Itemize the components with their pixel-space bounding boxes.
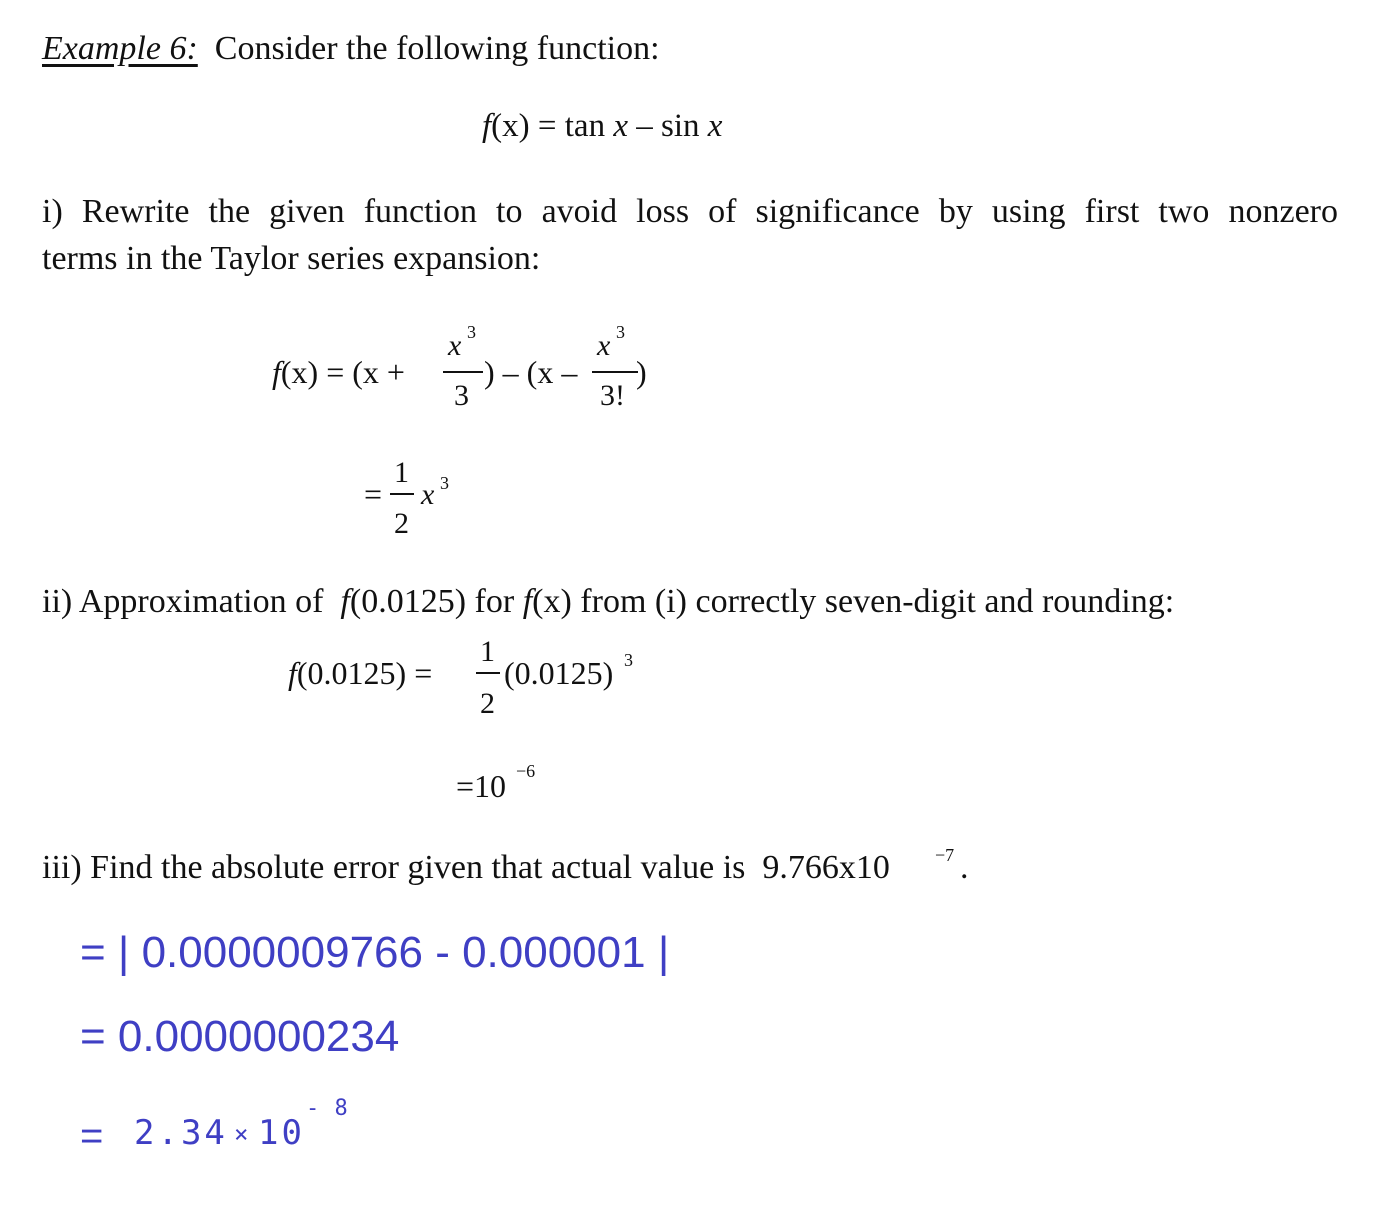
result-exponent: −6 [516,761,536,781]
fn-arg: (0.0125) [349,583,467,620]
solution-mantissa: 2.34 [134,1113,228,1153]
eq-close: ) [636,354,647,390]
fn-symbol: f [288,655,297,691]
part3-text [42,851,890,885]
part2-text [42,585,1174,619]
half-denominator: 2 [394,507,409,540]
solution-line-1: = | 0.0000009766 - 0.000001 | [80,928,670,977]
part2-intro-a: ii) Approximation of [42,583,324,620]
fn-symbol: f [482,108,492,144]
frac1-exponent: 3 [467,322,476,342]
main-function [482,110,722,143]
frac2-denominator: 3! [600,379,625,412]
x-exponent: 3 [440,473,449,493]
part3-period: . [960,849,969,886]
rhs-exponent: 3 [624,650,633,670]
part3-intro: iii) Find the absolute error given that actual value is [42,849,746,886]
half-numerator: 1 [394,456,409,489]
frac2-exponent: 3 [616,322,625,342]
half-bar [476,672,500,674]
half-bar [390,493,414,495]
fn-minus-sin: – sin [636,108,700,144]
result-base: =10 [456,768,507,804]
actual-value-exponent: −7 [935,845,955,865]
frac1-numerator: x [448,329,462,362]
example-intro: Consider the following function: [214,30,660,67]
solution-exponent: - 8 [306,1096,349,1121]
part2-intro-c: from (i) correctly seven-digit and rounding: [580,583,1175,620]
fn-symbol: f [340,583,350,620]
var-x: x [613,108,628,144]
var-x: x [421,478,435,511]
eq-left: (x) = (x + [280,354,405,390]
fn-lhs: (x) = tan [491,108,606,144]
frac1-bar [443,371,483,373]
fn-symbol: f [522,583,533,620]
frac1-denominator: 3 [454,379,469,412]
var-x: x [707,108,723,144]
eq-middle: ) – (x – [484,354,578,390]
solution-line-2: = 0.0000000234 [80,1012,400,1061]
eq-lhs: (0.0125) = [296,655,433,691]
example-heading [42,32,660,66]
part1-line2: terms in the Taylor series expansion: [42,240,541,277]
half-numerator: 1 [480,635,495,668]
part2-intro-b: for [474,583,515,620]
times-sign: × [234,1120,252,1148]
equals-sign: = [364,476,383,512]
solution-base: 10 [258,1113,305,1153]
frac2-bar [592,371,638,373]
part1-line1: i) Rewrite the given function to avoid loss of significance by using first two nonzero [42,193,1338,230]
example-label: Example 6: [42,30,198,67]
actual-value: 9.766x10 [762,849,890,886]
frac2-numerator: x [597,329,611,362]
fn-arg: (x) [532,583,572,620]
solution-equals: = [80,1114,104,1158]
half-denominator: 2 [480,687,495,720]
eq-rhs: (0.0125) [504,655,614,691]
fn-symbol: f [272,354,281,390]
